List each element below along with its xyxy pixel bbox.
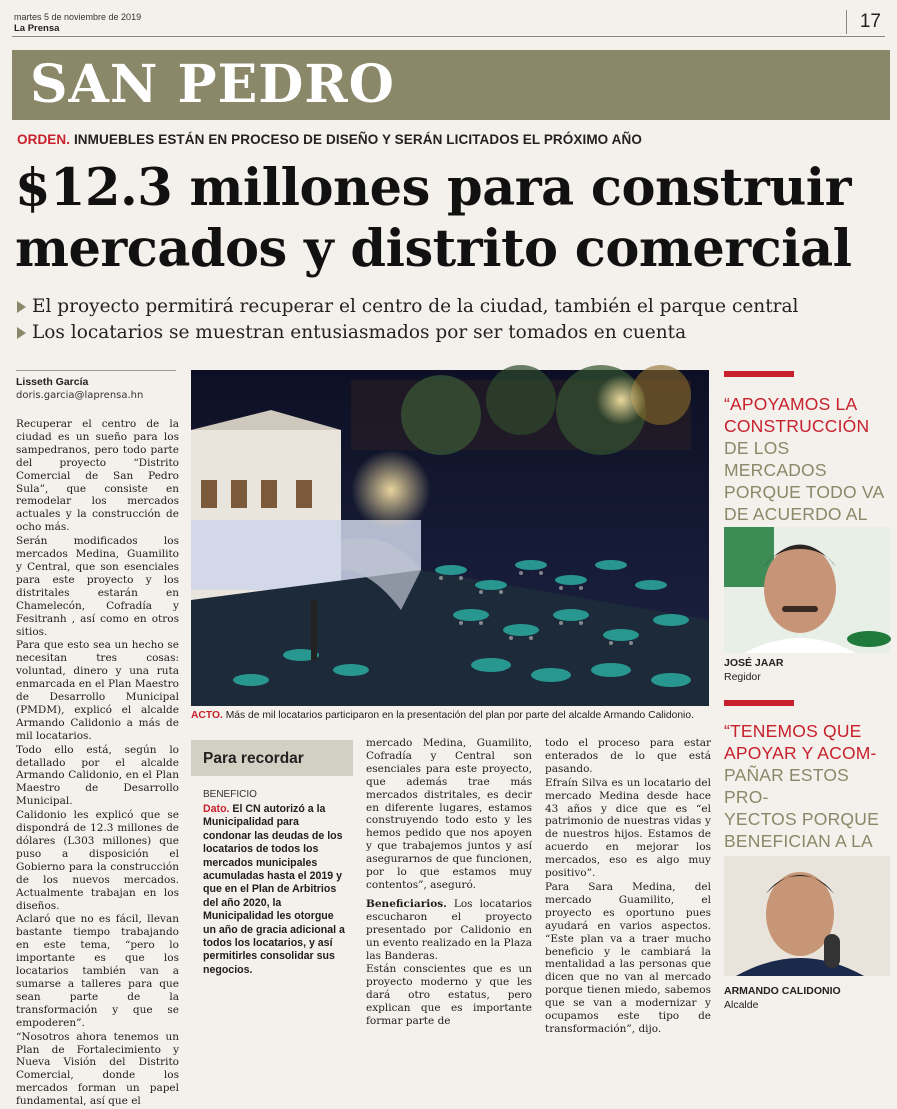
caption-label: ACTO. [191, 710, 223, 721]
triangle-bullet-icon [17, 301, 26, 313]
pull-quote-1: “APOYAMOS LA CONSTRUCCIÓN DE LOS MERCADOS PORQUE TODO VA DE ACUERDO AL [724, 394, 885, 524]
newspaper-name: La Prensa [14, 23, 60, 34]
triangle-bullet-icon [17, 327, 26, 339]
deck-bullet: El proyecto permitirá recuperar el centro de la ciudad, también el parque central [17, 294, 798, 320]
paragraph: Aclaró que no es fácil, llevan bastante tiempo trabajando en este tema, “pero lo importante es que los locatarios también van a sumarse a talleres para que sean parte de la transformación y que se empoderen”. [16, 913, 179, 1029]
article-column-1 [16, 418, 179, 1109]
subhead-beneficiarios: Beneficiarios. [366, 897, 447, 910]
event-photo-illustration [191, 370, 709, 706]
byline-email: doris.garcia@laprensa.hn [16, 390, 144, 401]
paragraph: Todo ello está, según lo detallado por el alcalde Armando Calidonio, en el Plan Maestro de Desarrollo Municipal. [16, 743, 179, 808]
photo-caption [191, 710, 711, 721]
article-column-3 [366, 737, 532, 1029]
paragraph: Serán modificados los mercados Medina, Guamilito y Central, que son esenciales para este proyecto y los distritales estarán en Chamelecón, Cofradía y Fesitranh , así como en otros sitios. [16, 535, 179, 638]
headline [15, 158, 885, 280]
byline-author: Lisseth García [16, 376, 89, 388]
portrait-armando-calidonio [724, 856, 890, 980]
issue-date: martes 5 de noviembre de 2019 [14, 12, 142, 22]
caption-text: Más de mil locatarios participaron en la presentación del plan por parte del alcalde Armando Calidonio. [222, 710, 694, 721]
page-number: 17 [859, 11, 881, 32]
portrait-illustration [724, 856, 890, 976]
kicker [17, 132, 642, 147]
event-photo [191, 370, 709, 706]
recordar-title: Para recordar [203, 750, 304, 767]
headline-line-1: $12.3 millones para construir [15, 158, 852, 218]
quote-2-name: ARMANDO CALIDONIO [724, 985, 841, 997]
portrait-jose-jaar [724, 527, 890, 657]
recordar-dato-label: Dato. [203, 803, 230, 815]
deck-bullets [17, 294, 798, 346]
quote-2-role: Alcalde [724, 999, 759, 1011]
paragraph: Calidonio les explicó que se dispondrá de 12.3 millones de dólares (L303 millones) que puso a disposición el Gobierno para la construcción de los nuevos mercados. Actualmente trabajan en los diseños. [16, 809, 179, 912]
pull-quote-2: “TENEMOS QUE APOYAR Y ACOM- PAÑAR ESTOS PRO- YECTOS PORQUE BENEFICIAN A LA [724, 721, 879, 851]
paragraph: Para que esto sea un hecho se necesitan tres cosas: voluntad, dinero y una ruta enmarcada en el Plan Maestro de Desarrollo Municipal (PMDM), explicó el alcalde Armando Calidonio a más de mil locatarios. [16, 639, 179, 742]
deck-bullet: Los locatarios se muestran entusiasmados por ser tomados en cuenta [17, 320, 798, 346]
paragraph: Efraín Silva es un locatario del mercado Medina desde hace 43 años y dice que es “el patrimonio de nuestras vidas y de nuestros hijos. Estamos de acuerdo en mejorar los mercados, eso es algo muy positivo”. [545, 776, 711, 880]
headline-line-2: mercados y distrito comercial [15, 219, 852, 279]
recordar-dato-text: El CN autorizó a la Municipalidad para condonar las deudas de los locatarios de todos los mercados municipales acumuladas hasta el 2019 y que en el Plan de Arbitrios del año 2020, la Municipalidad les otorgue un año de gracia adicional a todos los locatarios, y así permitirles consolidar sus negocios. [203, 803, 345, 976]
quote-1-name: JOSÉ JAAR [724, 657, 784, 669]
quote-rule [724, 371, 794, 377]
paragraph: Están conscientes que es un proyecto moderno y que les dará otro estatus, pero explican que es importante formar parte de [366, 963, 532, 1028]
byline-rule [16, 370, 176, 371]
paragraph: “Nosotros ahora tenemos un Plan de Fortalecimiento y Nueva Visión del Distrito Comercial, donde los mercados forman un papel fundamental, así que el [16, 1030, 179, 1108]
paragraph: Recuperar el centro de la ciudad es un sueño para los sampedranos, pero todo parte del proyecto “Distrito Comercial de San Pedro Sula”, que consiste en remodelar los mercados actuales y la construcción de ocho más. [16, 418, 179, 534]
quote-rule [724, 700, 794, 706]
kicker-label: ORDEN. [17, 132, 71, 147]
page-header [0, 0, 897, 40]
header-rule [12, 36, 885, 37]
page-number-divider [846, 10, 847, 34]
paragraph: todo el proceso para estar enterados de lo que está pasando. [545, 737, 711, 775]
portrait-illustration [724, 527, 890, 653]
paragraph: Beneficiarios. Los locatarios escucharon el proyecto presentado por Calidonio en un evento realizado en la Plaza las Banderas. [366, 897, 532, 962]
recordar-label: BENEFICIO [203, 789, 257, 800]
kicker-text: INMUEBLES ESTÁN EN PROCESO DE DISEÑO Y SERÁN LICITADOS EL PRÓXIMO AÑO [70, 132, 642, 147]
paragraph: Para Sara Medina, del mercado Guamilito, el proyecto es oportuno pues ayudará en varios aspectos. “Este plan va a traer mucho beneficio y le cambiará la mentalidad a las personas que dicen que no van al mercado porque tienen miedo, sabemos que se van a modernizar y ocupamos este tipo de transformación”, dijo. [545, 880, 711, 1035]
paragraph: mercado Medina, Guamilito, Cofradía y Central son esenciales para este proyecto, que además trae más mercados distritales, es decir en diferente lugares, estamos construyendo todo esto y les hemos pedido que nos apoyen y que trabajemos juntos y así asegurarnos de que funcionen, por lo que estamos muy contentos”, aseguró. [366, 737, 532, 891]
recordar-text [203, 803, 349, 977]
article-column-4 [545, 737, 711, 1037]
section-title: SAN PEDRO [30, 54, 395, 115]
quote-1-role: Regidor [724, 671, 761, 683]
